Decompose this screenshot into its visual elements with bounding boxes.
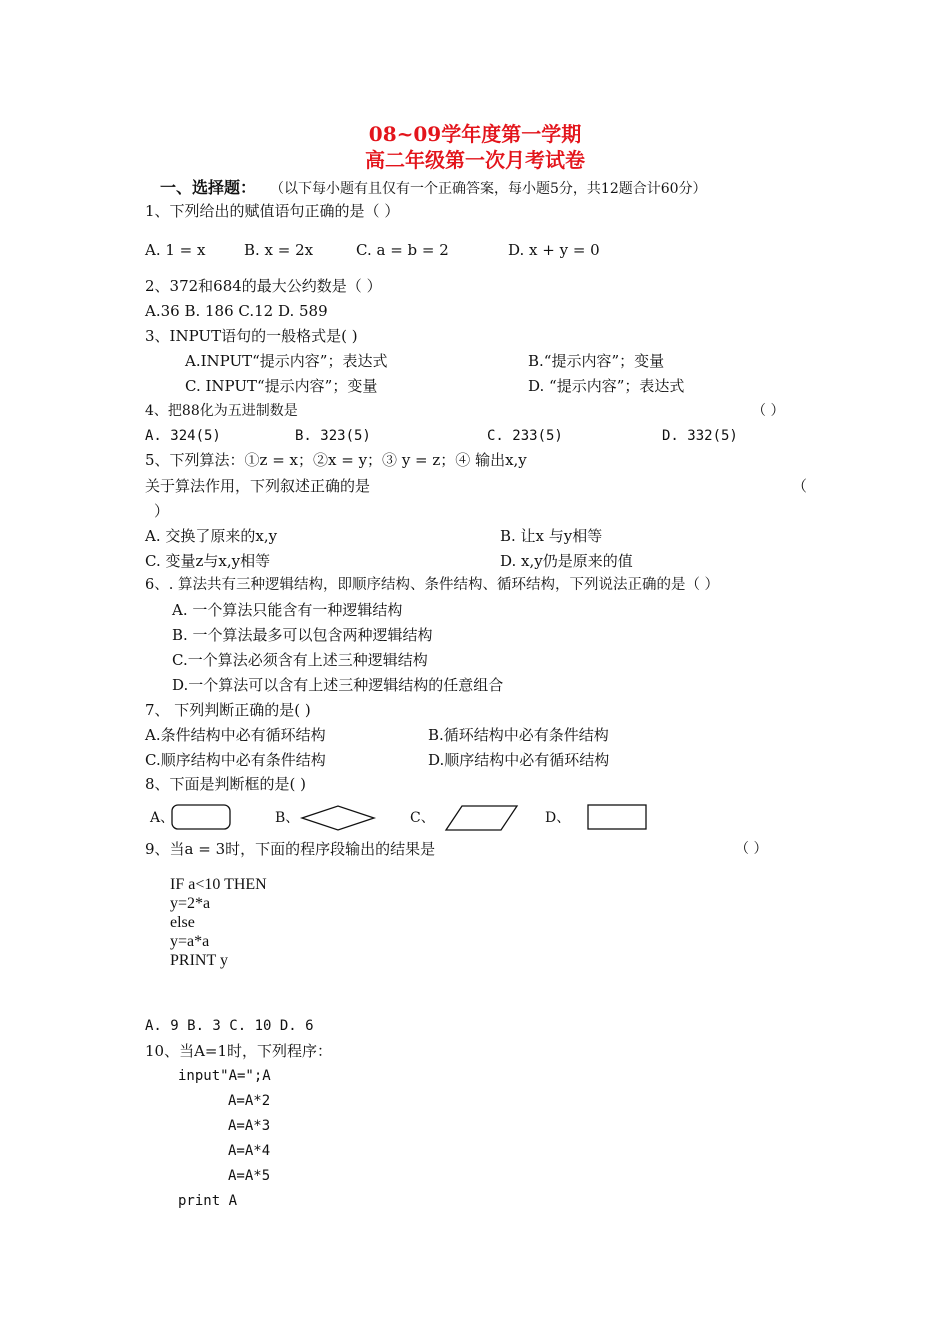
q1-option-b: B. x = 2x bbox=[244, 241, 314, 259]
q10-code-line: input"A=";A bbox=[178, 1068, 271, 1084]
q1-option-c: C. a = b = 2 bbox=[356, 241, 449, 259]
q6-option-d: D.一个算法可以含有上述三种逻辑结构的任意组合 bbox=[172, 676, 504, 694]
title-line-2: 高二年级第一次月考试卷 bbox=[365, 148, 585, 172]
section-note: （以下每小题有且仅有一个正确答案，每小题5分，共12题合计60分） bbox=[270, 181, 707, 197]
q5-paren-open: （ bbox=[792, 477, 808, 495]
q1-stem: 1、下列给出的赋值语句正确的是（ ） bbox=[145, 202, 400, 220]
q10-code-line: A=A*5 bbox=[228, 1168, 271, 1184]
rectangle-shape bbox=[588, 805, 646, 829]
q7-option-c: C.顺序结构中必有条件结构 bbox=[145, 751, 326, 769]
q9-code-line: PRINT y bbox=[170, 952, 228, 969]
q6-option-a: A. 一个算法只能含有一种逻辑结构 bbox=[172, 601, 403, 619]
q7-option-a: A.条件结构中必有循环结构 bbox=[145, 726, 326, 744]
q4-paren: （ ） bbox=[752, 403, 785, 419]
q10-stem: 10、当A=1时，下列程序： bbox=[145, 1042, 333, 1060]
rounded-rect-shape bbox=[172, 805, 230, 829]
q8-stem: 8、下面是判断框的是( ) bbox=[145, 775, 307, 793]
q9-code-line: IF a<10 THEN bbox=[170, 876, 267, 893]
q8-label-c: C、 bbox=[410, 810, 435, 826]
q8-flowchart-shapes bbox=[170, 803, 650, 833]
title-line-1: 08~09学年度第一学期 bbox=[368, 122, 582, 146]
section-label: 一、选择题： bbox=[160, 178, 257, 197]
q9-paren: （ ） bbox=[735, 841, 768, 857]
q7-option-b: B.循环结构中必有条件结构 bbox=[428, 726, 609, 744]
q1-option-a: A. 1 = x bbox=[145, 241, 206, 259]
q4-stem: 4、把88化为五进制数是 bbox=[145, 403, 298, 419]
q5-option-a: A. 交换了原来的x,y bbox=[145, 527, 278, 545]
q10-code-line: A=A*2 bbox=[228, 1093, 271, 1109]
q7-option-d: D.顺序结构中必有循环结构 bbox=[428, 751, 610, 769]
q9-code-line: else bbox=[170, 914, 195, 931]
q4-option-c: C. 233(5) bbox=[487, 428, 563, 444]
q10-code-line: A=A*3 bbox=[228, 1118, 271, 1134]
q3-stem: 3、INPUT语句的一般格式是( ) bbox=[145, 327, 358, 345]
q8-label-d: D、 bbox=[545, 810, 571, 826]
q5-paren-close: ） bbox=[154, 502, 170, 520]
q5-option-c: C. 变量z与x,y相等 bbox=[145, 552, 271, 570]
q5-option-b: B. 让x 与y相等 bbox=[500, 527, 603, 545]
diamond-shape bbox=[302, 806, 374, 830]
q5-option-d: D. x,y仍是原来的值 bbox=[500, 552, 633, 570]
q2-options: A.36 B. 186 C.12 D. 589 bbox=[145, 302, 328, 320]
q9-code-line: y=a*a bbox=[170, 933, 210, 950]
q9-code-line: y=2*a bbox=[170, 895, 211, 912]
q6-stem: 6、. 算法共有三种逻辑结构，即顺序结构、条件结构、循环结构，下列说法正确的是（ ） bbox=[145, 577, 720, 593]
q6-option-c: C.一个算法必须含有上述三种逻辑结构 bbox=[172, 651, 428, 669]
q4-option-a: A. 324(5) bbox=[145, 428, 221, 444]
q2-stem: 2、372和684的最大公约数是（ ） bbox=[145, 277, 382, 295]
q5-line2: 关于算法作用，下列叙述正确的是 bbox=[145, 477, 371, 495]
q9-stem: 9、当a = 3时，下面的程序段输出的结果是 bbox=[145, 840, 436, 858]
q5-stem: 5、下列算法：①z = x；②x = y；③ y = z；④ 输出x,y bbox=[145, 451, 527, 469]
q9-options: A. 9 B. 3 C. 10 D. 6 bbox=[145, 1018, 314, 1034]
parallelogram-shape bbox=[446, 806, 517, 830]
q8-label-a: A、 bbox=[150, 810, 175, 826]
q10-code-line: print A bbox=[178, 1193, 238, 1209]
q7-stem: 7、 下列判断正确的是( ) bbox=[145, 701, 311, 719]
q3-option-d: D. “提示内容”；表达式 bbox=[528, 377, 685, 395]
q6-option-b: B. 一个算法最多可以包含两种逻辑结构 bbox=[172, 626, 433, 644]
q3-option-c: C. INPUT“提示内容”；变量 bbox=[185, 377, 378, 395]
q4-option-d: D. 332(5) bbox=[662, 428, 738, 444]
q1-option-d: D. x + y = 0 bbox=[508, 241, 600, 259]
q3-option-b: B.“提示内容”；变量 bbox=[528, 352, 665, 370]
q3-option-a: A.INPUT“提示内容”；表达式 bbox=[185, 352, 388, 370]
q8-label-b: B、 bbox=[275, 810, 300, 826]
q10-code-line: A=A*4 bbox=[228, 1143, 271, 1159]
q4-option-b: B. 323(5) bbox=[295, 428, 371, 444]
